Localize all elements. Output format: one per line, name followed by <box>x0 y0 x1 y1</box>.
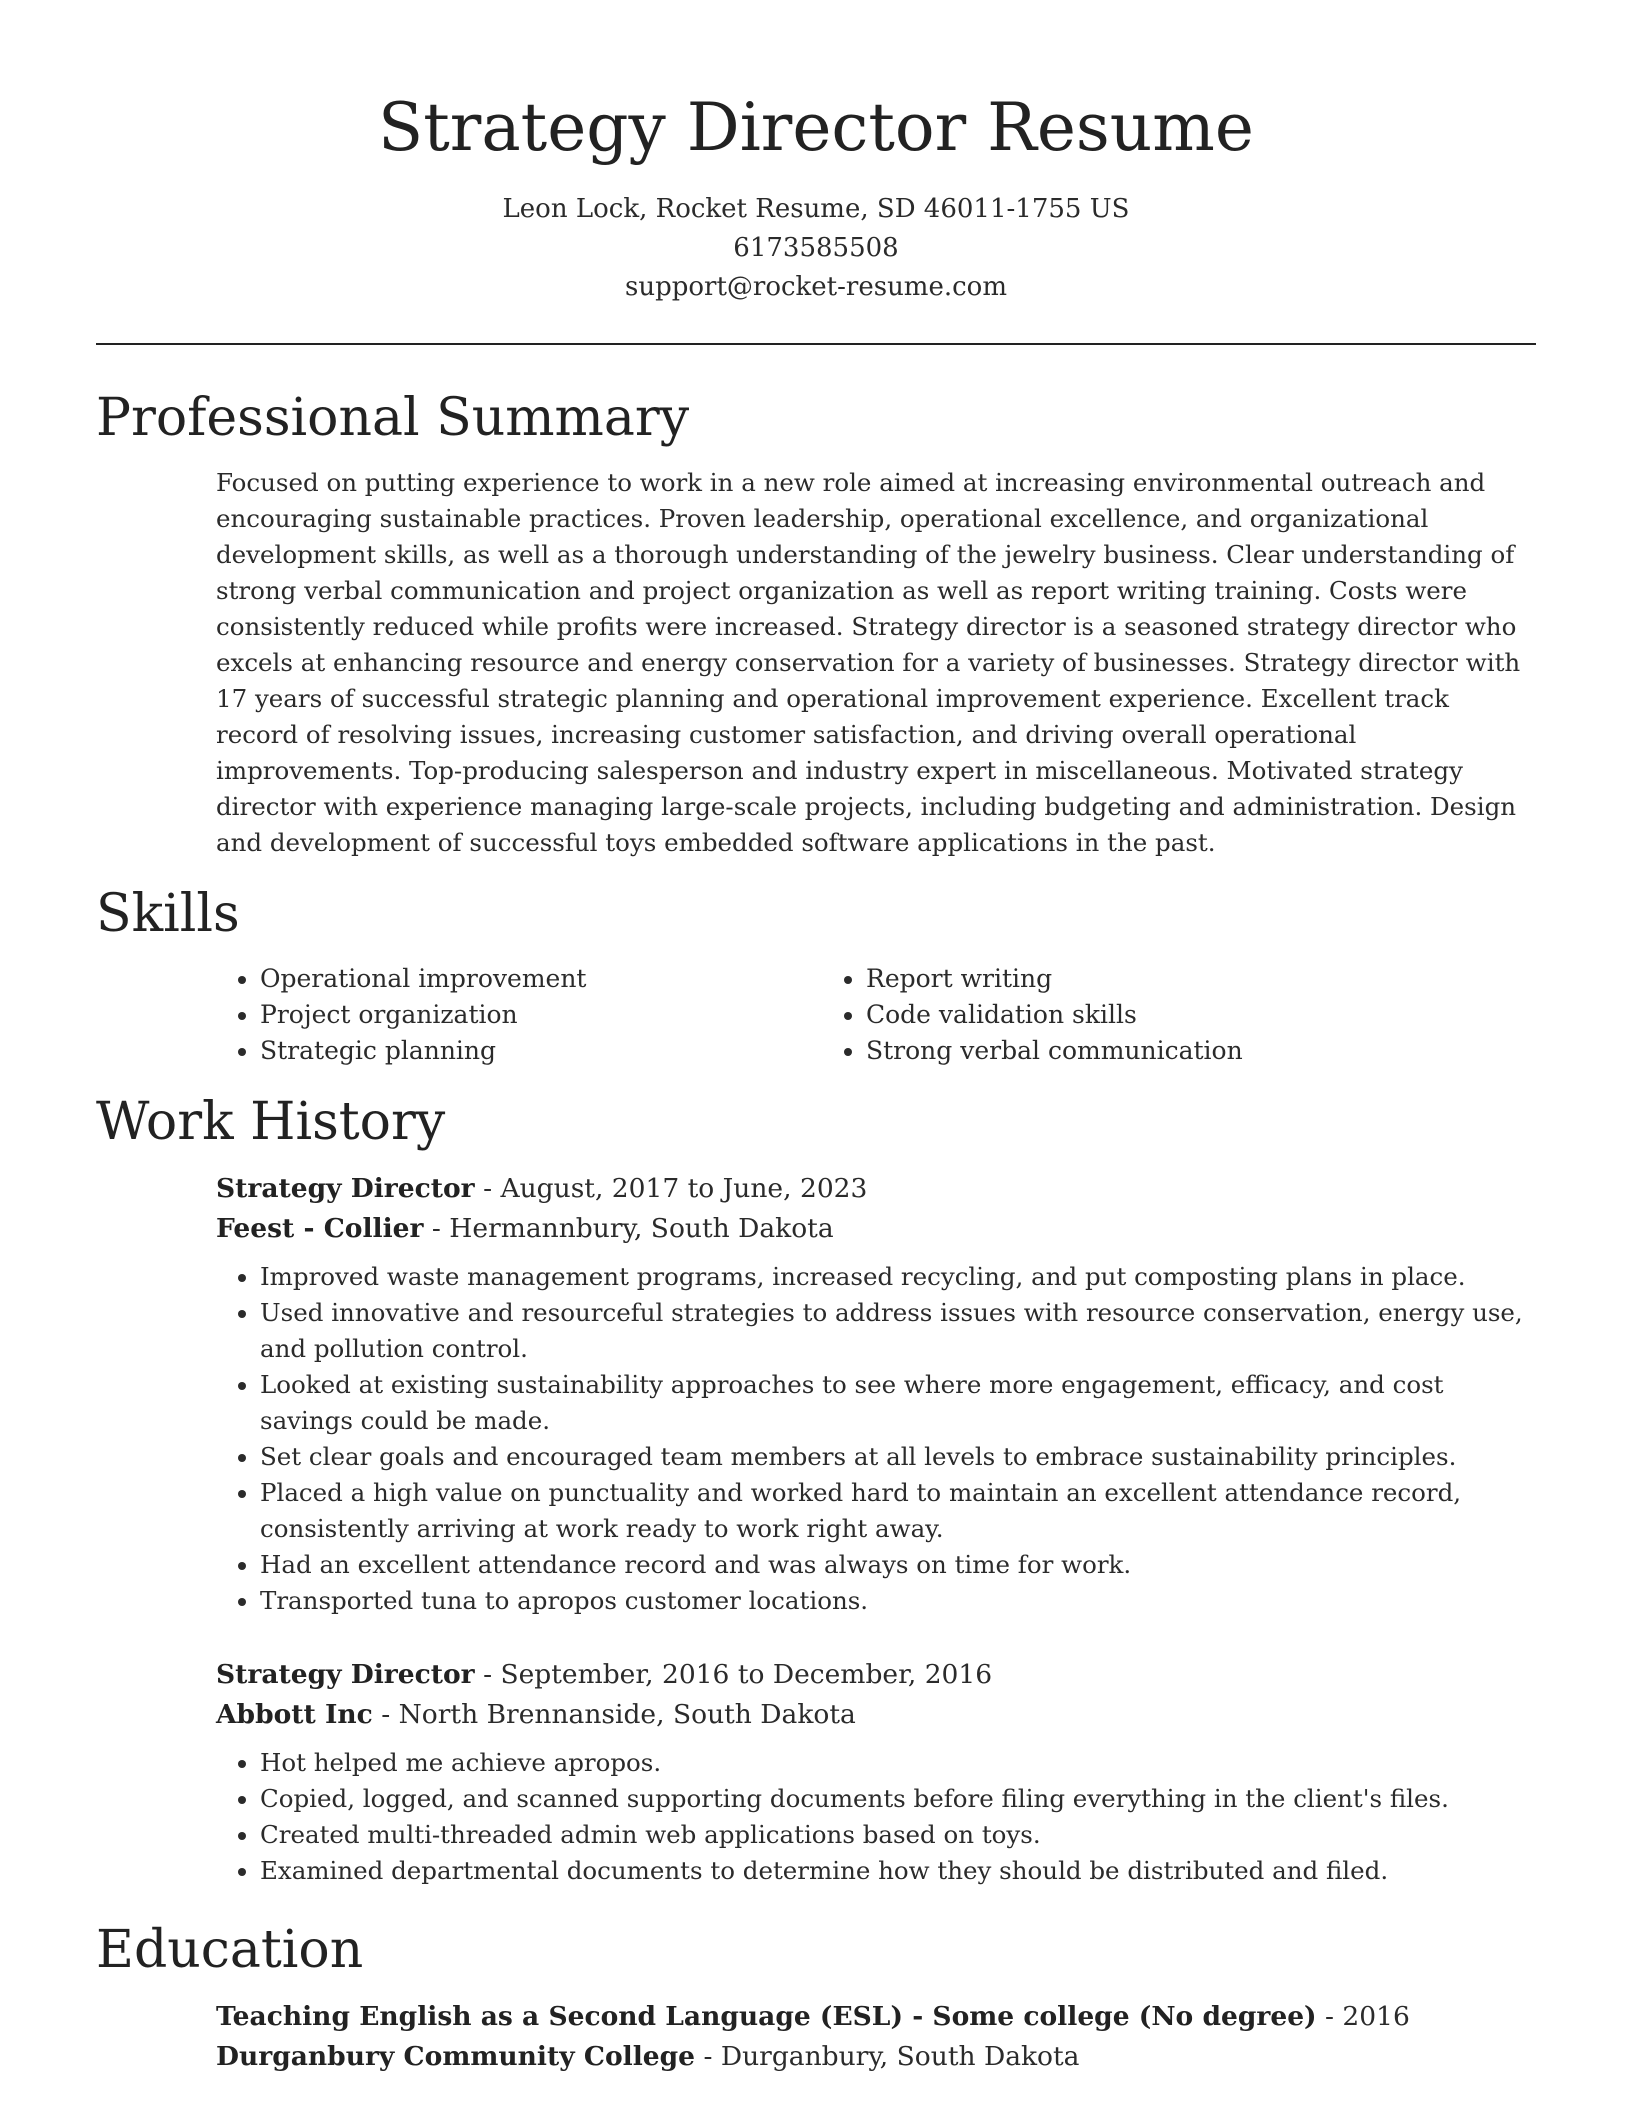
job-company-line <box>216 1695 1536 1735</box>
job-company: Abbott Inc <box>216 1699 373 1730</box>
job-bullet: • Set clear goals and encouraged team members at all levels to embrace sustainability principles. <box>260 1439 1536 1475</box>
header-divider <box>96 343 1536 345</box>
job-title-line <box>216 1655 1536 1695</box>
skill-item: • Report writing <box>866 961 1428 997</box>
contact-phone: 6173585508 <box>733 233 899 263</box>
job-dates: - September, 2016 to December, 2016 <box>474 1659 993 1690</box>
job-entry <box>216 1169 1536 1619</box>
job-bullet: • Hot helped me achieve apropos. <box>260 1745 1536 1781</box>
skills-heading: Skills <box>96 884 240 944</box>
resume-title: Strategy Director Resume <box>378 89 1254 166</box>
skill-item: • Strategic planning <box>260 1033 822 1069</box>
job-bullet: • Copied, logged, and scanned supporting documents before filing everything in the client's files. <box>260 1781 1536 1817</box>
job-bullet: • Looked at existing sustainability approaches to see where more engagement, efficacy, and cost savings could be made. <box>260 1367 1536 1439</box>
job-location: - North Brennanside, South Dakota <box>372 1699 856 1730</box>
job-bullet: • Transported tuna to apropos customer locations. <box>260 1583 1536 1619</box>
education-entry <box>216 1997 1536 2077</box>
work-history-section <box>96 1089 1536 1889</box>
contact-block <box>96 190 1536 307</box>
resume-page <box>96 0 1536 2077</box>
education-heading: Education <box>96 1920 364 1980</box>
job-bullets <box>216 1745 1536 1889</box>
job-bullet: • Had an excellent attendance record and was always on time for work. <box>260 1547 1536 1583</box>
skills-section <box>96 881 1536 1069</box>
job-company: Feest - Collier <box>216 1213 424 1244</box>
skill-item: • Project organization <box>260 997 822 1033</box>
education-section <box>96 1917 1536 2077</box>
summary-heading: Professional Summary <box>96 388 690 448</box>
job-bullet: • Created multi-threaded admin web applications based on toys. <box>260 1817 1536 1853</box>
education-degree: Teaching English as a Second Language (ESL) - Some college (No degree) <box>216 2001 1317 2032</box>
job-title: Strategy Director <box>216 1173 475 1204</box>
skill-item: • Strong verbal communication <box>866 1033 1428 1069</box>
education-location: - Durganbury, South Dakota <box>695 2041 1080 2072</box>
job-dates: - August, 2017 to June, 2023 <box>474 1173 868 1204</box>
education-year: - 2016 <box>1316 2001 1410 2032</box>
skills-grid <box>216 961 1536 1069</box>
education-school: Durganbury Community College <box>216 2041 696 2072</box>
job-bullet: • Used innovative and resourceful strategies to address issues with resource conservation, energy use, and pollution control. <box>260 1295 1536 1367</box>
education-school-line <box>216 2037 1536 2077</box>
summary-text: Focused on putting experience to work in a new role aimed at increasing environmental outreach and encouraging sustainable practices. Proven leadership, operational excellence, and organizational development skills, as well as a thorough understanding of the jewelry business. Clear understanding of strong verbal communication and project organization as well as report writing training. Costs were consistently reduced while profits were increased. Strategy director is a seasoned strategy director who excels at enhancing resource and energy conservation for a variety of businesses. Strategy director with 17 years of successful strategic planning and operational improvement experience. Excellent track record of resolving issues, increasing customer satisfaction, and driving overall operational improvements. Top-producing salesperson and industry expert in miscellaneous. Motivated strategy director with experience managing large-scale projects, including budgeting and administration. Design and development of successful toys embedded software applications in the past. <box>216 468 1521 857</box>
work-history-heading: Work History <box>96 1092 446 1152</box>
job-bullet: • Placed a high value on punctuality and worked hard to maintain an excellent attendance record, consistently arriving at work ready to work right away. <box>260 1475 1536 1547</box>
education-degree-line <box>216 1997 1536 2037</box>
contact-email: support@rocket-resume.com <box>624 272 1007 302</box>
job-location: - Hermannbury, South Dakota <box>423 1213 834 1244</box>
contact-address: Leon Lock, Rocket Resume, SD 46011-1755 US <box>502 194 1130 224</box>
job-title: Strategy Director <box>216 1659 475 1690</box>
skill-item: • Code validation skills <box>866 997 1428 1033</box>
job-bullets <box>216 1259 1536 1619</box>
skill-item: • Operational improvement <box>260 961 822 997</box>
job-bullet: • Improved waste management programs, increased recycling, and put composting plans in place. <box>260 1259 1536 1295</box>
skills-column-right <box>822 961 1428 1069</box>
job-bullet: • Examined departmental documents to determine how they should be distributed and filed. <box>260 1853 1536 1889</box>
skills-column-left <box>216 961 822 1069</box>
job-entry <box>216 1655 1536 1889</box>
summary-section <box>96 385 1536 861</box>
job-title-line <box>216 1169 1536 1209</box>
resume-header <box>96 0 1536 307</box>
job-company-line <box>216 1209 1536 1249</box>
